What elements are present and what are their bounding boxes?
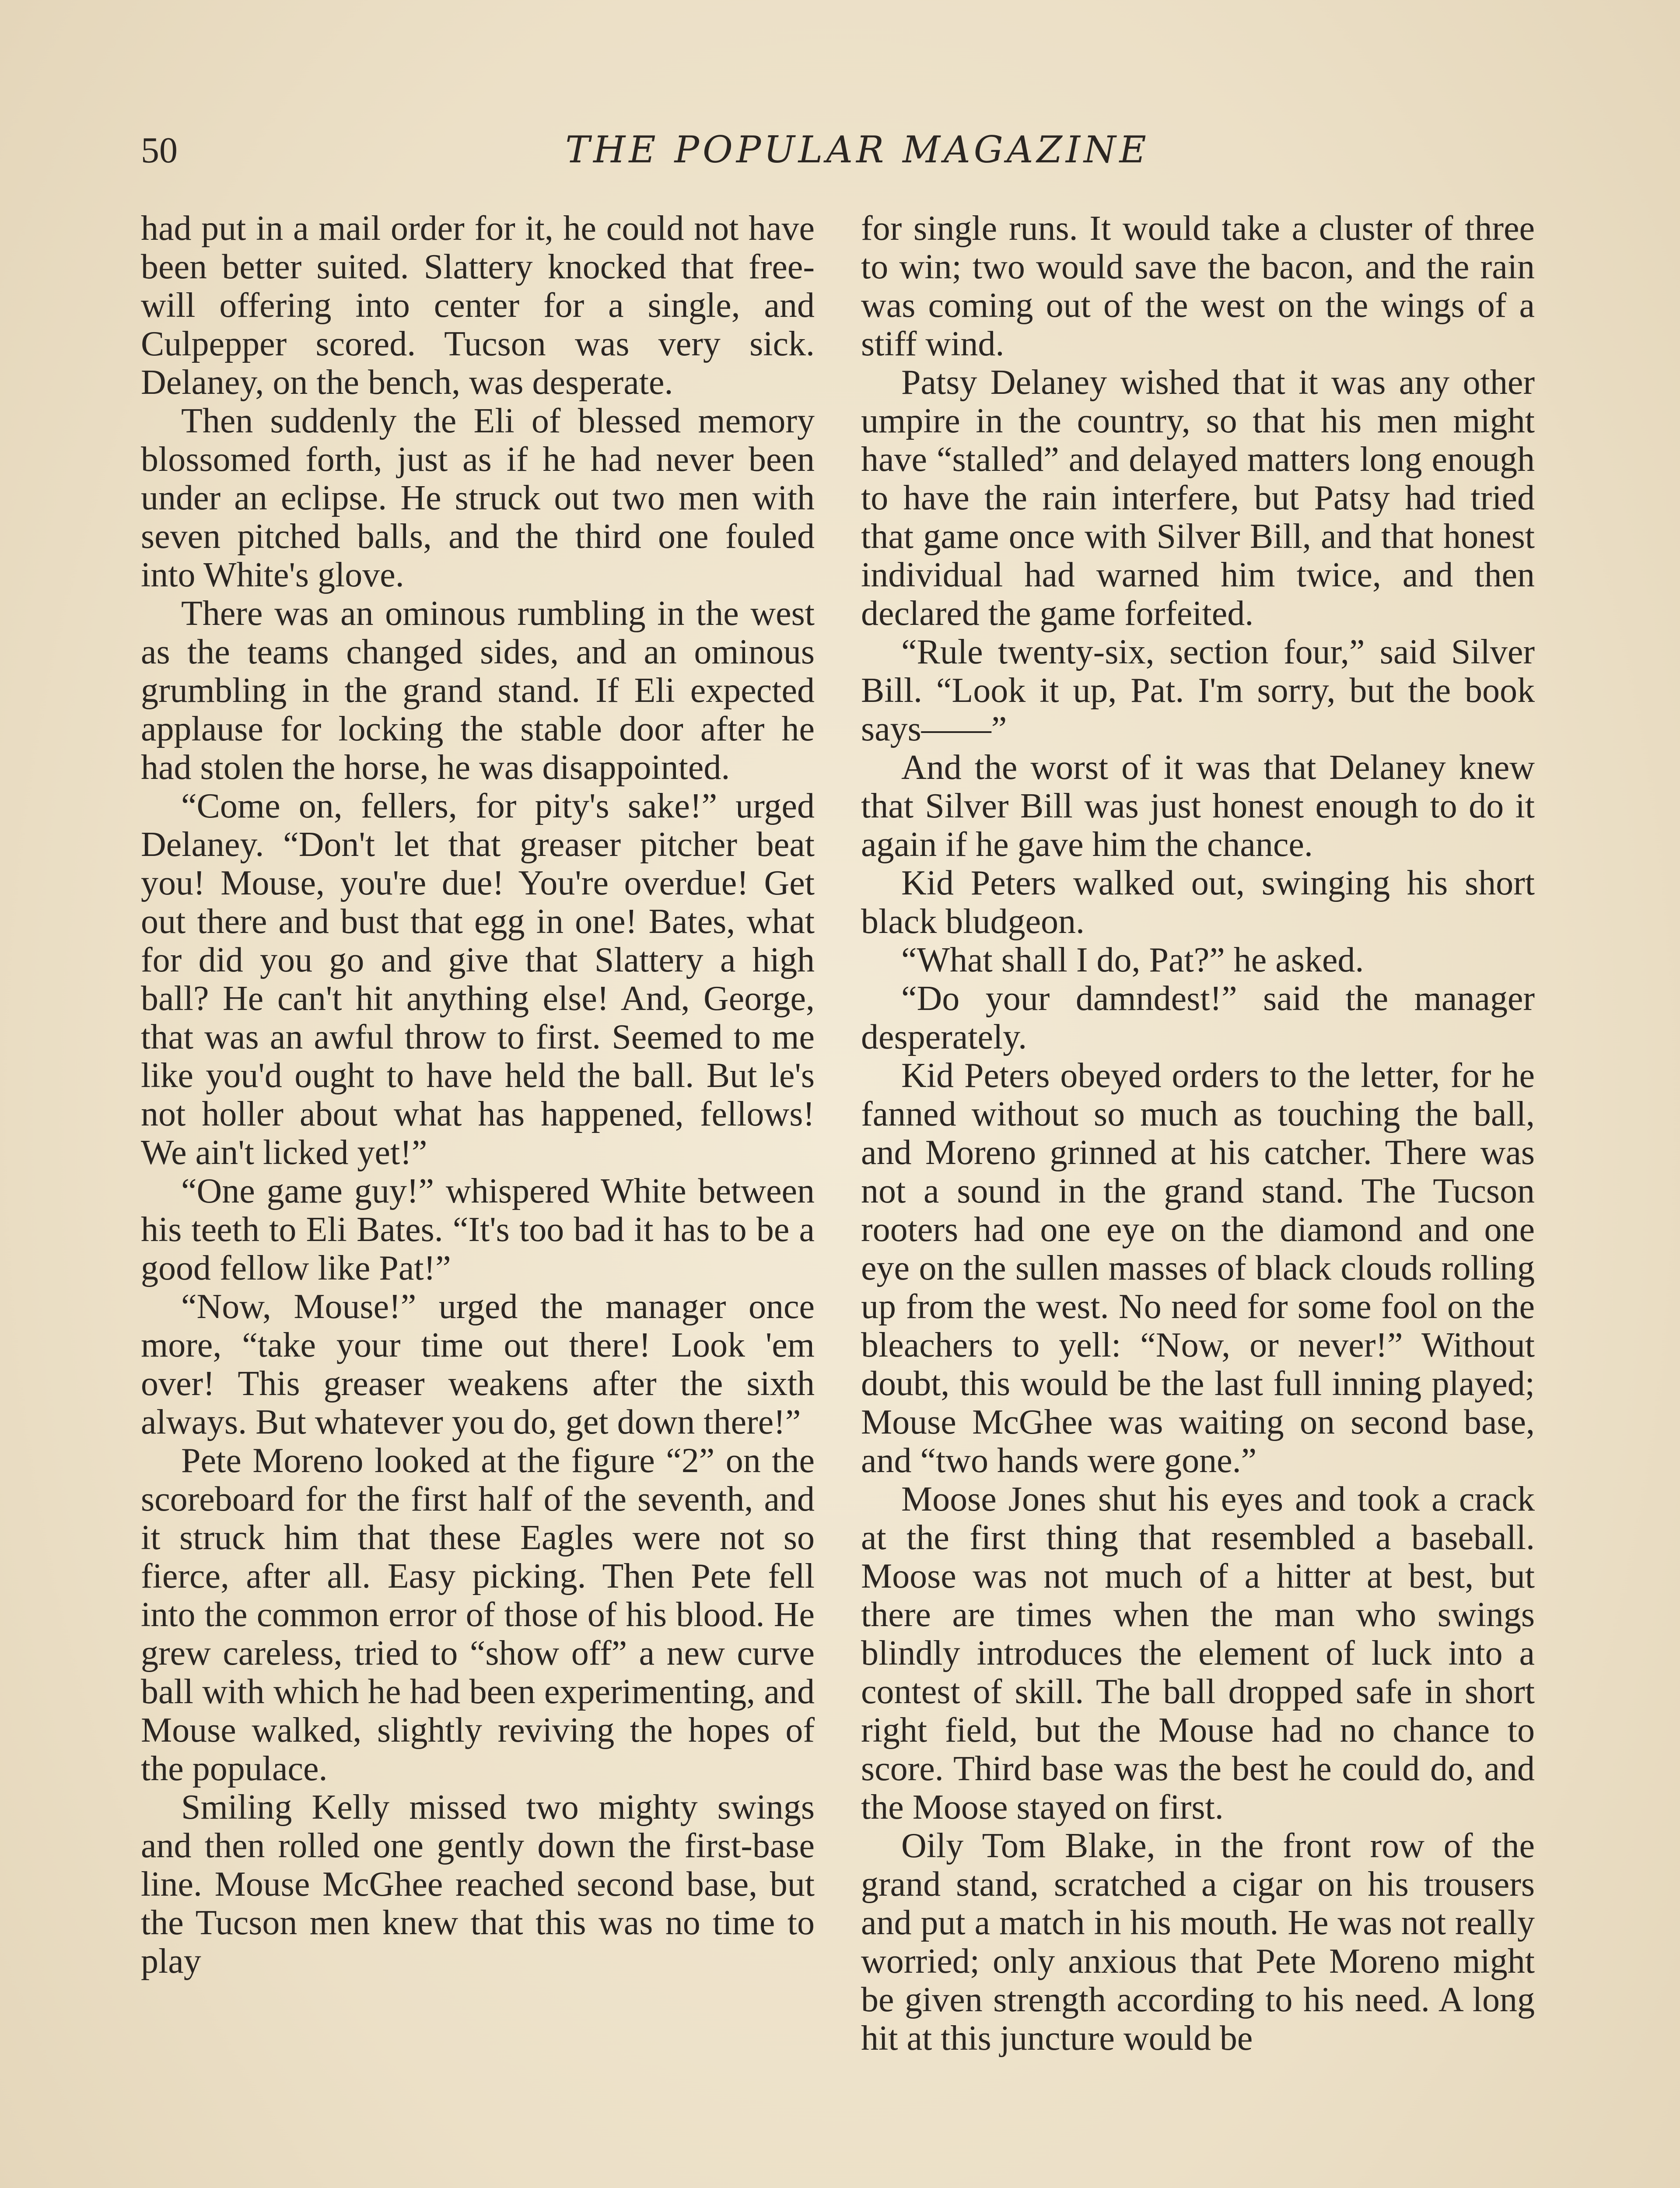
page-number: 50: [141, 130, 178, 171]
left-column: [141, 209, 815, 1981]
paragraph: And the worst of it was that Delaney knew that Silver Bill was just honest enough to do it again if he gave him the chance.: [861, 748, 1535, 864]
paragraph: Oily Tom Blake, in the front row of the grand stand, scratched a cigar on his trousers and put a match in his mouth. He was not really worried; only anxious that Pete Moreno might be given strength according to his need. A long hit at this juncture would be: [861, 1827, 1535, 2058]
paragraph: Kid Peters walked out, swinging his short black bludgeon.: [861, 864, 1535, 941]
paragraph: “What shall I do, Pat?” he asked.: [901, 941, 1364, 979]
paragraph: There was an ominous rumbling in the west as the teams changed sides, and an ominous grumbling in the grand stand. If Eli expected applause for locking the stable door after he had stolen the horse, he was disappointed.: [141, 594, 815, 787]
paragraph: Pete Moreno looked at the figure “2” on the scoreboard for the first half of the seventh, and it struck him that these Eagles were not so fierce, after all. Easy picking. Then Pete fell into the common error of those of his blood. He grew careless, tried to “show off” a new curve ball with which he had been experimenting, and Mouse walked, slightly reviving the hopes of the populace.: [141, 1441, 815, 1788]
running-head: THE POPULAR MAGAZINE: [565, 128, 1150, 171]
paragraph: “Do your damndest!” said the manager desperately.: [861, 979, 1535, 1056]
paragraph: Patsy Delaney wished that it was any other umpire in the country, so that his men might have “stalled” and delayed matters long enough to have the rain interfere, but Patsy had tried that game once with Silver Bill, and that honest individual had warned him twice, and then declared the game forfeited.: [861, 363, 1535, 633]
paragraph: “One game guy!” whispered White between his teeth to Eli Bates. “It's too bad it has to be a good fellow like Pat!”: [141, 1172, 815, 1287]
paragraph: for single runs. It would take a cluster of three to win; two would save the bacon, and the rain was coming out of the west on the wings of a stiff wind.: [861, 209, 1535, 363]
paragraph: Smiling Kelly missed two mighty swings and then rolled one gently down the first-base line. Mouse McGhee reached second base, but the Tucson men knew that this was no time to play: [141, 1788, 815, 1981]
paragraph: Moose Jones shut his eyes and took a crack at the first thing that resembled a baseball. Moose was not much of a hitter at best, but there are times when the man who swings blindly introduces the element of luck into a contest of skill. The ball dropped safe in short right field, but the Mouse had no chance to score. Third base was the best he could do, and the Moose stayed on first.: [861, 1480, 1535, 1827]
paragraph: Then suddenly the Eli of blessed memory blossomed forth, just as if he had never been under an eclipse. He struck out two men with seven pitched balls, and the third one fouled into White's glove.: [141, 402, 815, 594]
paragraph: Kid Peters obeyed orders to the letter, for he fanned without so much as touching the ball, and Moreno grinned at his catcher. There was not a sound in the grand stand. The Tucson rooters had one eye on the diamond and one eye on the sullen masses of black clouds rolling up from the west. No need for some fool on the bleachers to yell: “Now, or never!” Without doubt, this would be the last full inning played; Mouse McGhee was waiting on second base, and “two hands were gone.”: [861, 1056, 1535, 1480]
paragraph: “Come on, fellers, for pity's sake!” urged Delaney. “Don't let that greaser pitcher beat you! Mouse, you're due! You're overdue! Get out there and bust that egg in one! Bates, what for did you go and give that Slattery a high ball? He can't hit anything else! And, George, that was an awful throw to first. Seemed to me like you'd ought to have held the ball. But le's not holler about what has happened, fellows! We ain't licked yet!”: [141, 787, 815, 1172]
right-column: [861, 209, 1535, 2058]
paragraph: had put in a mail order for it, he could not have been better suited. Slattery knocked that free-will offering into center for a single, and Culpepper scored. Tucson was very sick. Delaney, on the bench, was desperate.: [141, 209, 815, 402]
paragraph: “Rule twenty-six, section four,” said Silver Bill. “Look it up, Pat. I'm sorry, but the book says——”: [861, 633, 1535, 748]
paragraph: “Now, Mouse!” urged the manager once more, “take your time out there! Look 'em over! This greaser weakens after the sixth always. But whatever you do, get down there!”: [141, 1287, 815, 1441]
